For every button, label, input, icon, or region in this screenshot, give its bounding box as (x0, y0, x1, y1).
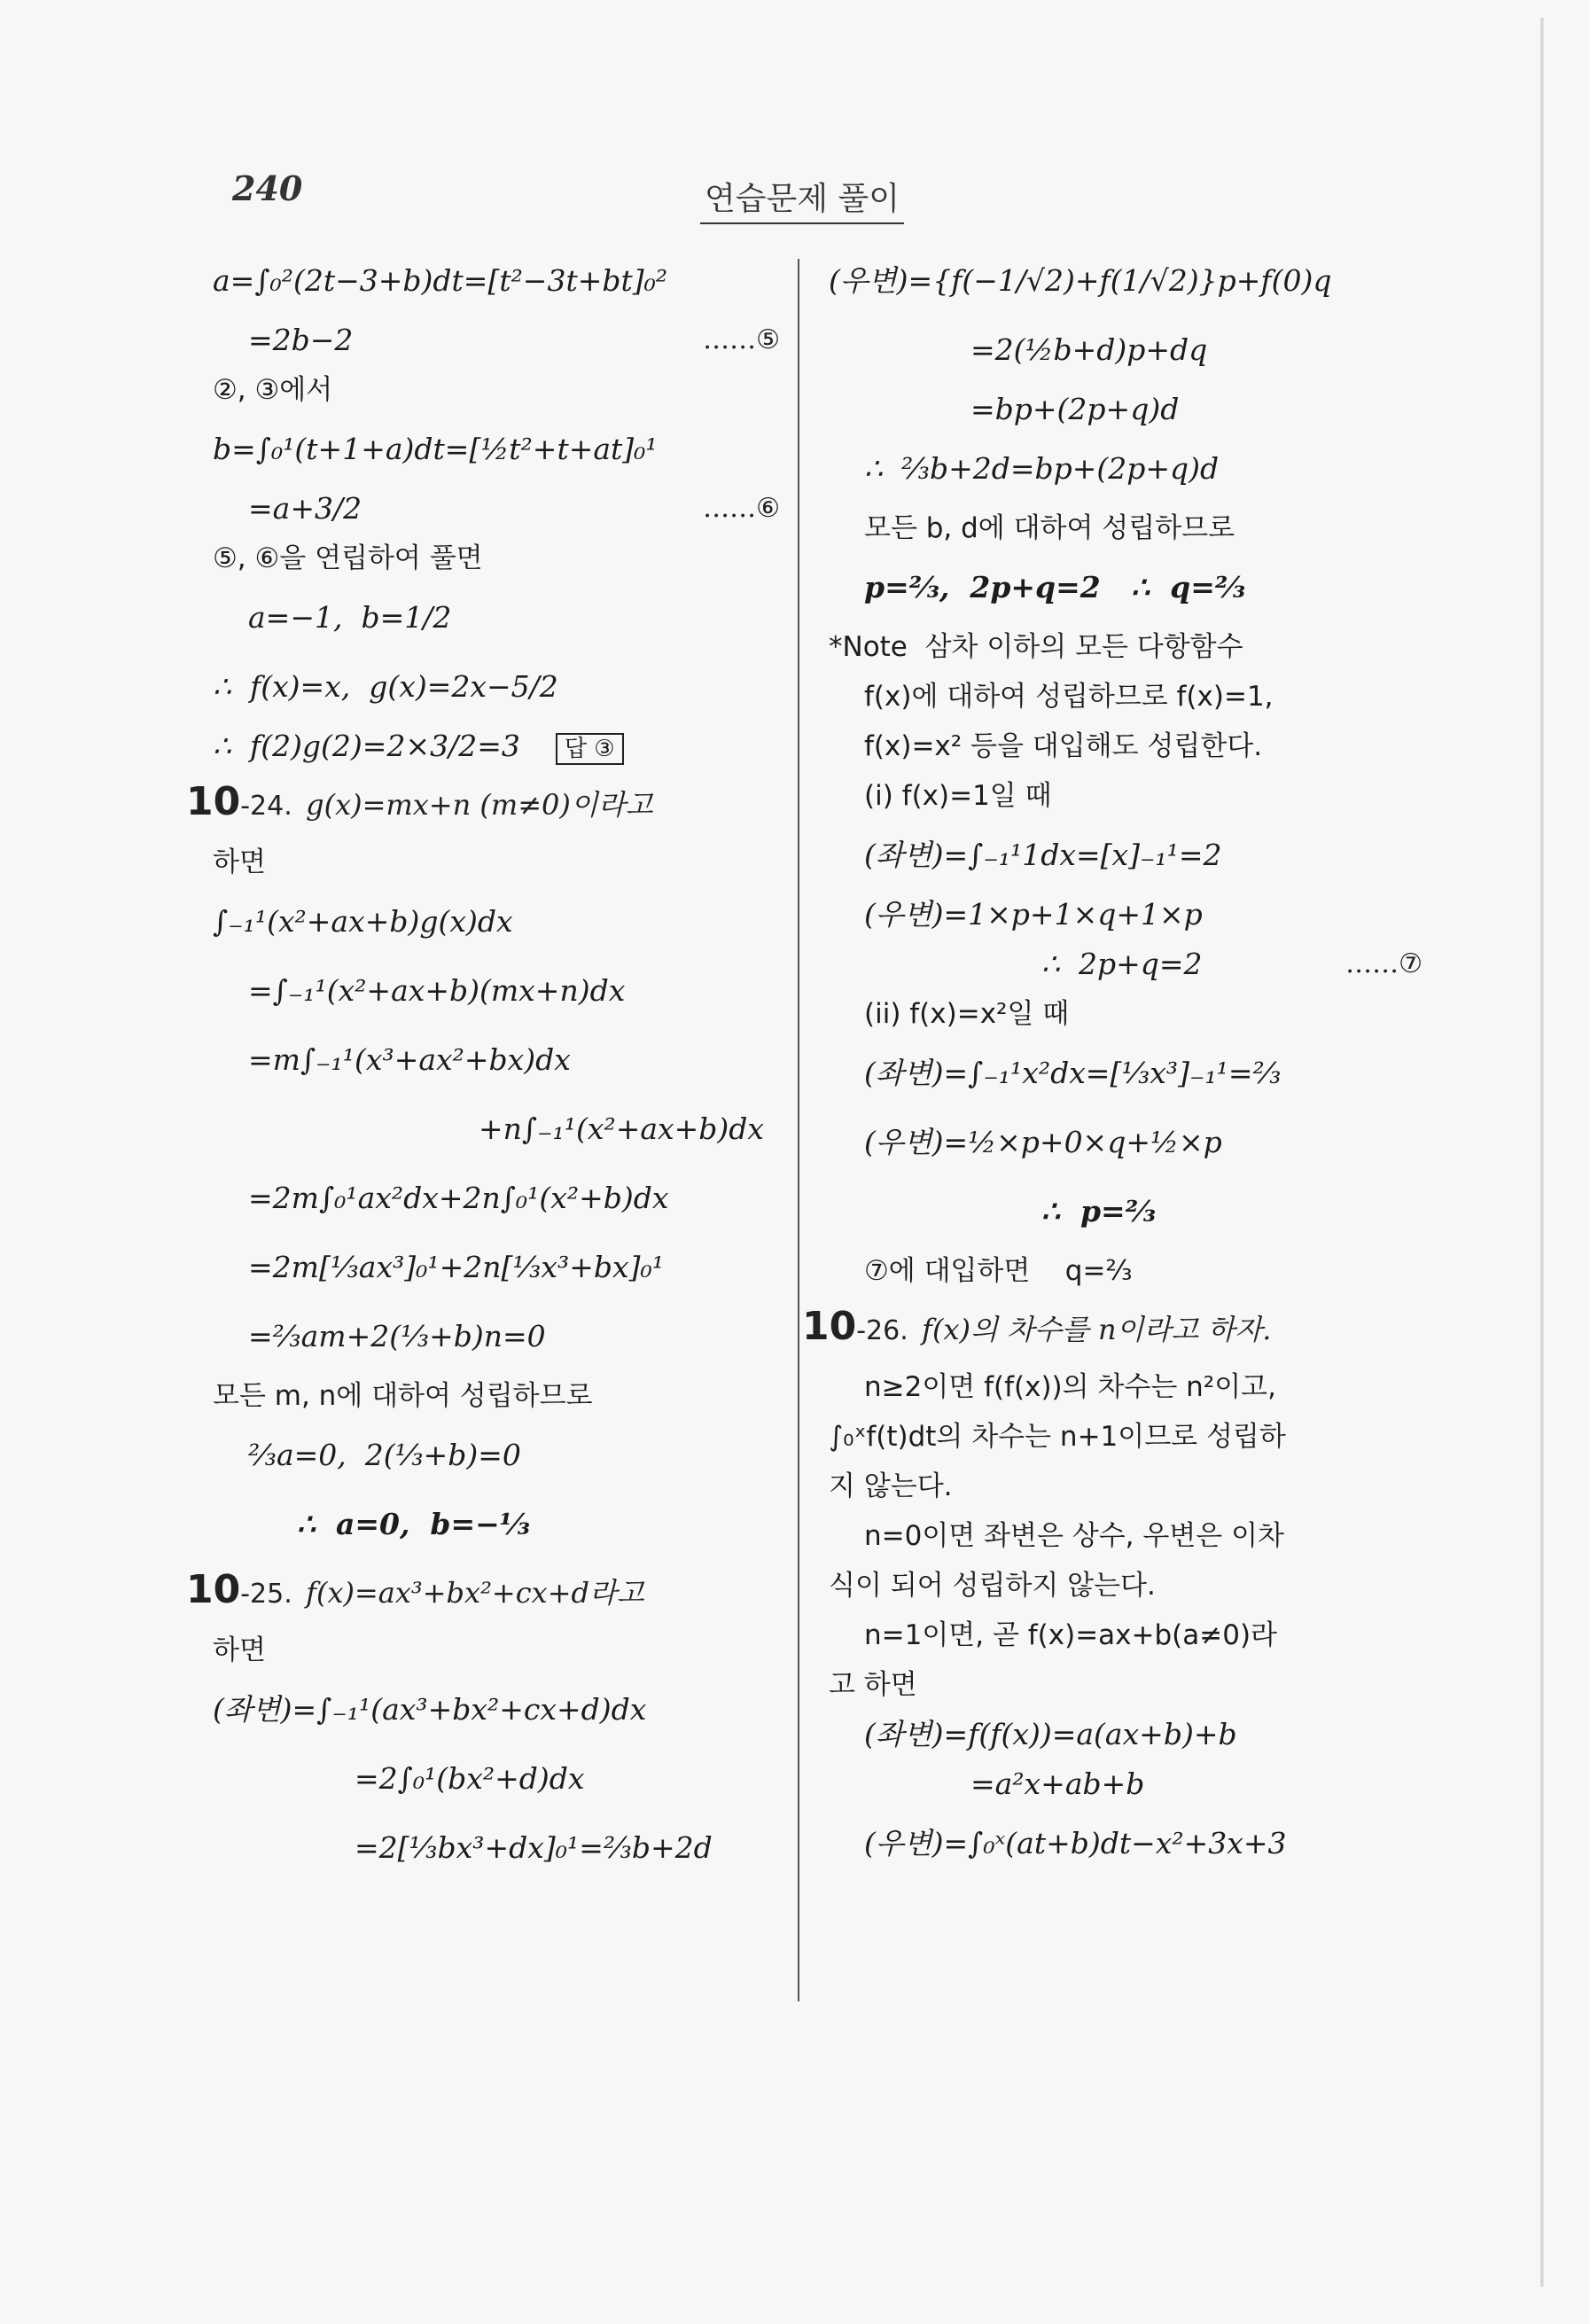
left-column (186, 246, 780, 1883)
equation-text: ∴ f(2)g(2)=2×3/2=3 (213, 729, 520, 763)
equation-line (829, 503, 1422, 553)
equation-text: ∫₋₁¹(x²+ax+b)g(x)dx (213, 904, 513, 939)
equation-line (829, 1039, 1422, 1108)
equation-line (213, 1421, 780, 1490)
equation-text: =⅔am+2(⅓+b)n=0 (248, 1319, 546, 1353)
problem-10-24-heading (186, 771, 780, 838)
equation-line (213, 1095, 780, 1164)
problem-label: 10 (186, 1567, 241, 1612)
equation-text: n=0이면 좌변은 상수, 우변은 이차 (864, 1520, 1284, 1552)
equation-line (829, 821, 1422, 890)
page-edge-shadow (1540, 18, 1544, 2287)
equation-line (213, 1302, 780, 1371)
solution-10-26 (829, 1362, 1422, 1878)
equation-text: 모든 m, n에 대하여 성립하므로 (213, 1380, 593, 1412)
problem-intro: g(x)=mx+n (m≠0)이라고 (306, 788, 653, 822)
problem-intro: f(x)의 차수를 n이라고 하자. (922, 1313, 1272, 1346)
equation-text: (좌변)=∫₋₁¹(ax³+bx²+cx+d)dx (213, 1692, 647, 1727)
equation-line (829, 1362, 1422, 1412)
equation-text: (좌변)=∫₋₁¹x²dx=[⅓x³]₋₁¹=⅔ (864, 1056, 1282, 1090)
problem-number: -26. (856, 1315, 908, 1346)
solution-10-25-continued (829, 246, 1422, 1296)
equation-line (213, 887, 780, 956)
equation-line (829, 1561, 1422, 1610)
equation-text: =a+3/2 (248, 491, 362, 526)
problem-label: 10 (802, 1304, 857, 1349)
solution-10-25 (213, 1675, 780, 1883)
equation-line (213, 484, 780, 534)
equation-text: ∴ p=⅔ (1041, 1194, 1156, 1228)
equation-text: =2m∫₀¹ax²dx+2n∫₀¹(x²+b)dx (248, 1181, 669, 1215)
equation-text: ②, ③에서 (213, 374, 333, 406)
equation-line (829, 316, 1422, 385)
equation-line (829, 1809, 1422, 1878)
equation-text: =2[⅓bx³+dx]₀¹=⅔b+2d (355, 1830, 713, 1865)
equation-line (829, 1246, 1422, 1296)
equation-text: (우변)=½×p+0×q+½×p (864, 1125, 1222, 1159)
equation-line (829, 246, 1422, 316)
column-divider (798, 259, 799, 2001)
equation-line (213, 721, 780, 771)
equation-text: 고 하면 (829, 1669, 917, 1701)
equation-line (213, 415, 780, 484)
equation-line (213, 1490, 780, 1559)
equation-text: ∫₀ˣf(t)dt의 차수는 n+1이므로 성립하 (829, 1421, 1286, 1453)
equation-line (213, 365, 780, 415)
equation-text: n≥2이면 f(f(x))의 차수는 n²이고, (864, 1371, 1276, 1403)
equation-line (829, 1710, 1422, 1759)
equation-text: ⑤, ⑥을 연립하여 풀면 (213, 542, 483, 574)
equation-line (829, 672, 1422, 721)
equation-text: 모든 b, d에 대하여 성립하므로 (864, 512, 1235, 544)
solution-10-23-continued (213, 246, 780, 771)
equation-line (829, 434, 1422, 503)
equation-text: ∴ ⅔b+2d=bp+(2p+q)d (864, 451, 1220, 486)
equation-line (213, 1813, 780, 1883)
equation-text: (i) f(x)=1일 때 (864, 780, 1052, 812)
equation-line (213, 1744, 780, 1813)
equation-line (829, 1759, 1422, 1809)
page-number: 240 (232, 168, 303, 208)
equation-marker: ……⑤ (703, 324, 780, 355)
equation-marker: ……⑦ (1345, 948, 1422, 979)
equation-text: ∴ a=0, b=−⅓ (297, 1507, 530, 1541)
equation-text: f(x)에 대하여 성립하므로 f(x)=1, (864, 681, 1274, 713)
equation-text: =2m[⅓ax³]₀¹+2n[⅓x³+bx]₀¹ (248, 1250, 664, 1284)
equation-line (829, 1610, 1422, 1660)
equation-line (213, 1233, 780, 1302)
equation-text: (ii) f(x)=x²일 때 (864, 998, 1070, 1030)
answer-badge: 답 ③ (556, 733, 624, 765)
equation-text: ⅔a=0, 2(⅓+b)=0 (248, 1438, 521, 1472)
equation-line (829, 1108, 1422, 1177)
equation-text: (우변)=∫₀ˣ(at+b)dt−x²+3x+3 (864, 1826, 1287, 1860)
equation-line (829, 771, 1422, 821)
problem-label: 10 (186, 779, 241, 824)
equation-text: =2b−2 (248, 323, 354, 357)
equation-text: a=−1, b=1/2 (248, 600, 452, 635)
equation-line (829, 1177, 1422, 1246)
equation-line (213, 1026, 780, 1095)
equation-line (213, 246, 780, 316)
equation-text: ∴ 2p+q=2 (1041, 947, 1203, 981)
equation-line (829, 1511, 1422, 1561)
equation-line (213, 1371, 780, 1421)
equation-text: (우변)=1×p+1×q+1×p (864, 897, 1203, 932)
equation-line (213, 583, 780, 652)
equation-line (213, 1675, 780, 1744)
equation-text: =2∫₀¹(bx²+d)dx (355, 1761, 585, 1796)
equation-text: =∫₋₁¹(x²+ax+b)(mx+n)dx (248, 973, 626, 1008)
equation-line (829, 385, 1422, 434)
equation-text: *Note 삼차 이하의 모든 다항함수 (829, 631, 1243, 663)
equation-text: =m∫₋₁¹(x³+ax²+bx)dx (248, 1042, 571, 1077)
equation-line (829, 989, 1422, 1039)
equation-text: (좌변)=f(f(x))=a(ax+b)+b (864, 1717, 1237, 1751)
equation-line (829, 721, 1422, 771)
equation-line (829, 1462, 1422, 1511)
equation-text: f(x)=x² 등을 대입해도 성립한다. (864, 730, 1263, 762)
problem-number: -25. (240, 1579, 292, 1610)
equation-line (213, 316, 780, 365)
equation-line (829, 940, 1422, 989)
equation-text: b=∫₀¹(t+1+a)dt=[½t²+t+at]₀¹ (213, 432, 658, 466)
equation-text: =2(½b+d)p+dq (970, 332, 1208, 367)
equation-line (213, 956, 780, 1026)
equation-line (829, 1412, 1422, 1462)
solution-10-24 (213, 887, 780, 1559)
problem-intro-cont: 하면 (213, 846, 266, 878)
equation-line (213, 652, 780, 721)
problem-10-25-heading (186, 1559, 780, 1626)
equation-text: ∴ f(x)=x, g(x)=2x−5/2 (213, 669, 558, 704)
equation-text: ⑦에 대입하면 q=⅔ (864, 1255, 1133, 1287)
equation-text: 식이 되어 성립하지 않는다. (829, 1570, 1156, 1602)
equation-text: 지 않는다. (829, 1470, 953, 1502)
equation-text: (우변)={f(−1/√2)+f(1/√2)}p+f(0)q (829, 263, 1332, 298)
equation-line (829, 890, 1422, 940)
equation-line (829, 1660, 1422, 1710)
problem-intro: f(x)=ax³+bx²+cx+d라고 (306, 1576, 644, 1610)
equation-marker: ……⑥ (703, 493, 780, 524)
equation-line (213, 1164, 780, 1233)
equation-line (213, 534, 780, 583)
running-title: 연습문제 풀이 (700, 174, 904, 224)
equation-text: +n∫₋₁¹(x²+ax+b)dx (479, 1111, 765, 1146)
equation-text: a=∫₀²(2t−3+b)dt=[t²−3t+bt]₀² (213, 263, 668, 298)
problem-intro-cont: 하면 (213, 1634, 266, 1666)
equation-text: p=⅔, 2p+q=2 ∴ q=⅔ (864, 570, 1246, 604)
equation-line (829, 553, 1422, 622)
equation-text: =a²x+ab+b (970, 1766, 1145, 1801)
equation-text: (좌변)=∫₋₁¹1dx=[x]₋₁¹=2 (864, 838, 1222, 872)
problem-number: -24. (240, 791, 292, 822)
equation-line (829, 622, 1422, 672)
equation-text: =bp+(2p+q)d (970, 392, 1180, 426)
equation-text: n=1이면, 곧 f(x)=ax+b(a≠0)라 (864, 1619, 1277, 1651)
right-column (802, 246, 1422, 1878)
problem-10-26-heading (802, 1296, 1422, 1362)
